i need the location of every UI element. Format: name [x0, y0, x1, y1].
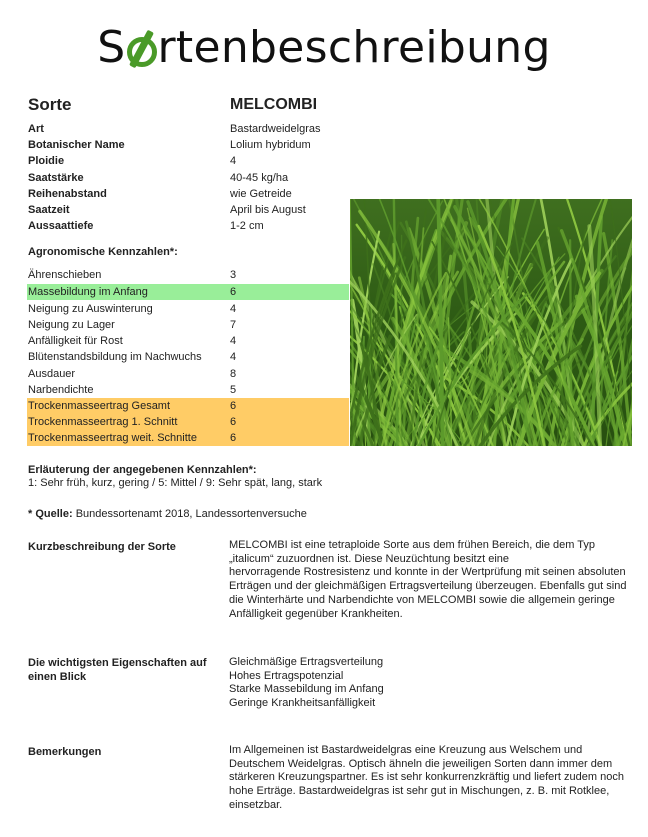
eigenschaften-list: [229, 656, 634, 711]
kennzahl-row-highlighted: [27, 284, 349, 300]
kurzbeschreibung-text: [229, 539, 634, 621]
detail-value: wie Getreide: [230, 188, 292, 200]
kennzahl-key: Anfälligkeit für Rost: [28, 335, 123, 347]
kennzahl-key: Trockenmasseertrag 1. Schnitt: [28, 416, 178, 428]
detail-row: [0, 153, 648, 169]
kennzahl-row: [27, 382, 349, 398]
kurzbeschreibung-line: Erträgen und der gleichmäßigen Ertragsverteilung überzeugen. Ebenfalls gut sind: [229, 580, 627, 593]
kennzahl-key: Massebildung im Anfang: [28, 286, 148, 298]
detail-value: Lolium hybridum: [230, 139, 311, 151]
bemerkungen-label: Bemerkungen: [28, 746, 102, 758]
bemerkungen-line: hohe Erträge. Bastardweidelgras ist sehr gut in Mischungen, z. B. mit Rotklee,: [229, 785, 610, 798]
kennzahl-value: 3: [230, 269, 237, 281]
kennzahl-value: 8: [230, 368, 237, 380]
quelle: [28, 508, 307, 520]
kennzahl-key: Neigung zu Auswinterung: [28, 303, 153, 315]
eigenschaften-item: Hohes Ertragspotenzial: [229, 669, 344, 682]
detail-row: [0, 137, 648, 153]
quelle-text: Bundessortenamt 2018, Landessortenversuche: [75, 508, 307, 520]
kurzbeschreibung-label: Kurzbeschreibung der Sorte: [28, 541, 176, 553]
detail-key: Saatzeit: [28, 204, 70, 216]
detail-key: Ploidie: [28, 155, 65, 167]
kennzahlen-heading: Agronomische Kennzahlen*:: [28, 246, 178, 258]
erlaeuterung-heading: Erläuterung der angegebenen Kennzahlen*:: [28, 464, 257, 476]
bemerkungen-line: stärkeren Kreuzungspartner. Es ist sehr konkurrenzkräftig und liefert zudem noch: [229, 771, 624, 784]
page-title-prefix: S: [97, 22, 126, 73]
kennzahl-row-highlighted: [27, 414, 349, 430]
detail-row: [0, 121, 648, 137]
kennzahl-value: 4: [230, 303, 237, 315]
erlaeuterung-text: 1: Sehr früh, kurz, gering / 5: Mittel / 9: Sehr spät, lang, stark: [28, 477, 323, 489]
kennzahl-row: [27, 317, 349, 333]
bemerkungen-line: Im Allgemeinen ist Bastardweidelgras eine Kreuzung aus Welschem und: [229, 744, 583, 756]
kennzahl-key: Neigung zu Lager: [28, 319, 115, 331]
eigenschaften-label: [28, 656, 218, 684]
kennzahl-row: [27, 267, 349, 283]
kennzahl-key: Blütenstandsbildung im Nachwuchs: [28, 351, 202, 363]
eigenschaften-item: Geringe Krankheitsanfälligkeit: [229, 697, 376, 710]
page-title: [0, 22, 648, 82]
kennzahl-key: Ährenschieben: [28, 269, 102, 281]
eigenschaften-item: Gleichmäßige Ertragsverteilung: [229, 656, 384, 668]
kennzahl-row-highlighted: [27, 430, 349, 446]
kennzahl-row-highlighted: [27, 398, 349, 414]
kurzbeschreibung-line: „italicum“ zuzuordnen ist. Diese Neuzüchtung besitzt eine: [229, 552, 510, 565]
kurzbeschreibung-line: die Winterhärte und Narbendichte von MELCOMBI sowie die allgemein geringe: [229, 593, 615, 606]
kennzahl-value: 6: [230, 400, 237, 412]
bemerkungen-line: einsetzbar.: [229, 798, 283, 811]
kennzahl-value: 4: [230, 351, 237, 363]
eigenschaften-item: Starke Massebildung im Anfang: [229, 683, 384, 696]
eigenschaften-label-line: einen Blick: [28, 671, 87, 683]
kennzahl-key: Trockenmasseertrag weit. Schnitte: [28, 432, 197, 444]
kennzahl-value: 5: [230, 384, 237, 396]
kennzahl-value: 6: [230, 286, 237, 298]
kennzahl-value: 6: [230, 416, 237, 428]
eigenschaften-label-line: Die wichtigsten Eigenschaften auf: [28, 657, 207, 669]
detail-row: [0, 170, 648, 186]
bemerkungen-text: [229, 744, 634, 813]
kennzahl-value: 7: [230, 319, 237, 331]
kennzahl-key: Trockenmasseertrag Gesamt: [28, 400, 171, 412]
sorte-value: MELCOMBI: [230, 96, 318, 113]
detail-value: 4: [230, 155, 237, 167]
kennzahl-row: [27, 333, 349, 349]
detail-value: Bastardweidelgras: [230, 123, 321, 135]
detail-value: April bis August: [230, 204, 306, 216]
page-title-suffix: rtenbeschreibung: [157, 22, 551, 73]
detail-key: Art: [28, 123, 44, 135]
kurzbeschreibung-line: Anfälligkeit gegenüber Krankheiten.: [229, 607, 403, 620]
detail-value: 1-2 cm: [230, 220, 264, 232]
detail-key: Saatstärke: [28, 172, 84, 184]
kennzahl-value: 4: [230, 335, 237, 347]
kennzahl-value: 6: [230, 432, 237, 444]
sorte-label: Sorte: [28, 95, 72, 114]
grass-photo: [350, 199, 632, 446]
detail-value: 40-45 kg/ha: [230, 172, 289, 184]
detail-key: Reihenabstand: [28, 188, 107, 200]
kennzahl-key: Narbendichte: [28, 384, 94, 396]
detail-key: Aussaattiefe: [28, 220, 94, 232]
detail-key: Botanischer Name: [28, 139, 125, 151]
kennzahl-row: [27, 301, 349, 317]
leaf-logo-icon: [127, 33, 157, 65]
kennzahl-row: [27, 366, 349, 382]
kennzahl-key: Ausdauer: [28, 368, 76, 380]
kennzahl-row: [27, 349, 349, 365]
kurzbeschreibung-line: MELCOMBI ist eine tetraploide Sorte aus dem frühen Bereich, die dem Typ: [229, 539, 596, 551]
kurzbeschreibung-line: hervorragende Rostresistenz und konnte in der Wertprüfung mit seinen absoluten: [229, 566, 626, 579]
bemerkungen-line: Deutschem Weidelgras. Optisch ähneln die jeweiligen Sorten dann immer dem: [229, 757, 613, 770]
quelle-label: * Quelle:: [28, 508, 73, 520]
